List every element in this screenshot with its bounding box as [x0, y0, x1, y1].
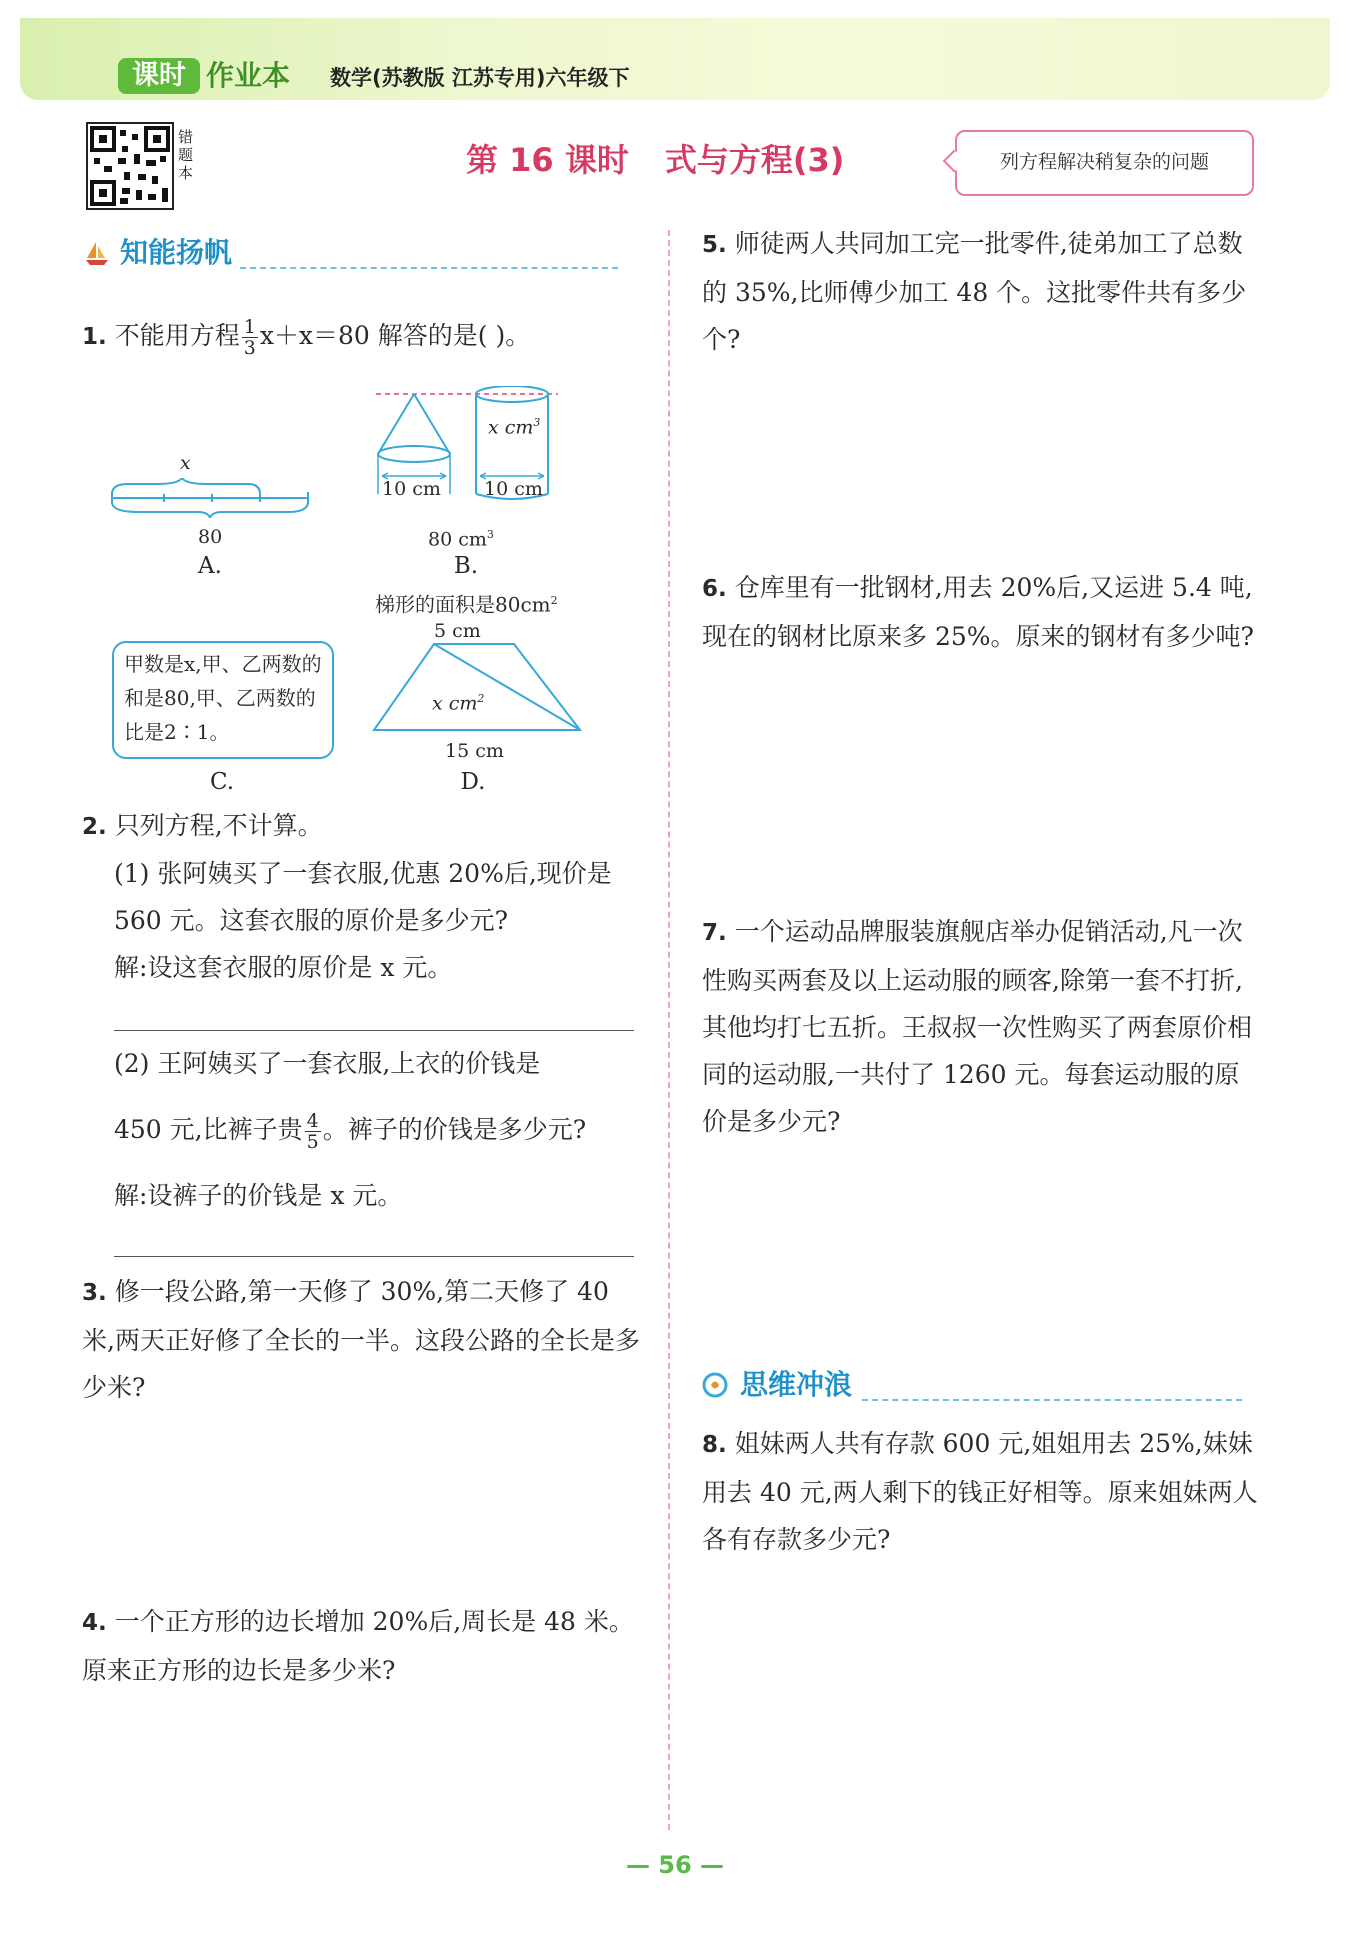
question-3 — [82, 1268, 642, 1411]
sailboat-icon — [84, 240, 110, 266]
qr-code-icon[interactable] — [86, 122, 174, 210]
option-c-label: C. — [209, 769, 235, 795]
book-info: 数学(苏教版 江苏专用)六年级下 — [330, 66, 630, 90]
question-number: 8. — [702, 1432, 727, 1458]
option-d-caption — [375, 590, 558, 616]
question-5 — [702, 220, 1262, 363]
fraction — [305, 1111, 321, 1152]
question-2-part-1-solution: 解:设这套衣服的原价是 x 元。 — [114, 953, 453, 982]
fraction-denominator: 5 — [306, 1131, 319, 1153]
column-divider — [668, 230, 670, 1830]
option-d-area — [432, 688, 484, 714]
question-text: 只列方程,不计算。 — [114, 811, 323, 840]
option-c-box: 甲数是x,甲、乙两数的和是80,甲、乙两数的比是2∶1。 — [112, 641, 334, 759]
option-a-total: 80 — [198, 526, 223, 548]
section-underline-2 — [862, 1399, 1242, 1401]
question-1 — [82, 312, 642, 361]
wave-icon — [702, 1372, 728, 1398]
fraction — [242, 317, 258, 358]
question-number: 3. — [82, 1280, 107, 1306]
question-number: 2. — [82, 814, 107, 840]
question-8 — [702, 1420, 1262, 1563]
option-d-top: 5 cm — [434, 620, 481, 642]
section-heading-2: 思维冲浪 — [740, 1368, 853, 1401]
question-text: 仓库里有一批钢材,用去 20%后,又运进 5.4 吨,现在的钢材比原来多 25%。原来的钢材有多少吨? — [702, 573, 1254, 651]
question-text: 450 元,比裤子贵 — [114, 1115, 303, 1144]
answer-line — [114, 1256, 634, 1257]
brand-name: 作业本 — [206, 59, 291, 92]
lesson-name: 式与方程(3) — [664, 141, 845, 179]
option-b-label: B. — [453, 553, 479, 579]
question-text: 。裤子的价钱是多少元? — [322, 1115, 587, 1144]
question-6 — [702, 564, 1262, 660]
option-b-total-text: 80 cm — [428, 528, 487, 551]
question-number: 4. — [82, 1610, 107, 1636]
question-7 — [702, 908, 1262, 1145]
option-b-volume-text: x cm — [488, 416, 534, 439]
option-b-total-sup: 3 — [486, 528, 494, 541]
question-text: 不能用方程 — [114, 321, 240, 350]
question-number: 5. — [702, 232, 727, 258]
question-text: x＋x＝80 解答的是( )。 — [259, 321, 531, 350]
question-text: 一个运动品牌服装旗舰店举办促销活动,凡一次性购买两套及以上运动服的顾客,除第一套不打折,其他均打七五折。王叔叔一次性购买了两套原价相同的运动服,一共付了 1260 元。每套运动服的原价是多少元? — [702, 917, 1253, 1136]
option-d-caption-text: 梯形的面积是80cm — [375, 592, 551, 617]
fraction-numerator: 4 — [306, 1110, 319, 1132]
question-2-part-2-cont — [114, 1106, 642, 1153]
question-number: 1. — [82, 324, 107, 350]
option-d-area-text: x cm — [432, 692, 478, 715]
question-number: 6. — [702, 576, 727, 602]
brand-badge: 课时 — [118, 58, 200, 94]
option-a-figure — [108, 478, 313, 518]
fraction-numerator: 1 — [243, 316, 256, 338]
qr-label: 错题本 — [178, 128, 194, 182]
topic-tag: 列方程解决稍复杂的问题 — [955, 130, 1254, 196]
lesson-number: 第 16 课时 — [466, 141, 629, 179]
lesson-title — [466, 140, 844, 180]
option-d-caption-sup: 2 — [550, 594, 558, 607]
page-number: — 56 — — [625, 1851, 725, 1879]
question-2 — [82, 802, 642, 851]
fraction-denominator: 3 — [243, 337, 256, 359]
option-d-area-sup: 2 — [477, 692, 485, 705]
question-text: 姐妹两人共有存款 600 元,姐姐用去 25%,妹妹用去 40 元,两人剩下的钱正好相等。原来姐妹两人各有存款多少元? — [702, 1429, 1258, 1554]
question-number: 7. — [702, 920, 727, 946]
answer-line — [114, 1030, 634, 1031]
question-2-part-1: (1) 张阿姨买了一套衣服,优惠 20%后,现价是 560 元。这套衣服的原价是多少元? — [114, 859, 612, 935]
option-a-x-label: x — [180, 452, 191, 474]
section-heading-1: 知能扬帆 — [120, 236, 233, 269]
option-b-volume — [488, 412, 540, 438]
question-text: 师徒两人共同加工完一批零件,徒弟加工了总数的 35%,比师傅少加工 48 个。这批零件共有多少个? — [702, 229, 1247, 354]
option-d-bottom: 15 cm — [445, 740, 504, 762]
question-2-part-2-solution: 解:设裤子的价钱是 x 元。 — [114, 1181, 403, 1210]
option-b-volume-sup: 3 — [533, 416, 541, 429]
option-d-label: D. — [460, 769, 486, 795]
question-text: 一个正方形的边长增加 20%后,周长是 48 米。原来正方形的边长是多少米? — [82, 1607, 634, 1685]
question-text: 修一段公路,第一天修了 30%,第二天修了 40 米,两天正好修了全长的一半。这段公路的全长是多少米? — [82, 1277, 640, 1402]
option-b-total — [428, 524, 494, 550]
question-2-part-2: (2) 王阿姨买了一套衣服,上衣的价钱是 — [114, 1049, 541, 1078]
option-a-label: A. — [198, 553, 222, 579]
question-4 — [82, 1598, 642, 1694]
option-b-diameter-1: 10 cm — [382, 478, 441, 500]
section-underline-1 — [240, 267, 618, 269]
option-b-diameter-2: 10 cm — [484, 478, 543, 500]
